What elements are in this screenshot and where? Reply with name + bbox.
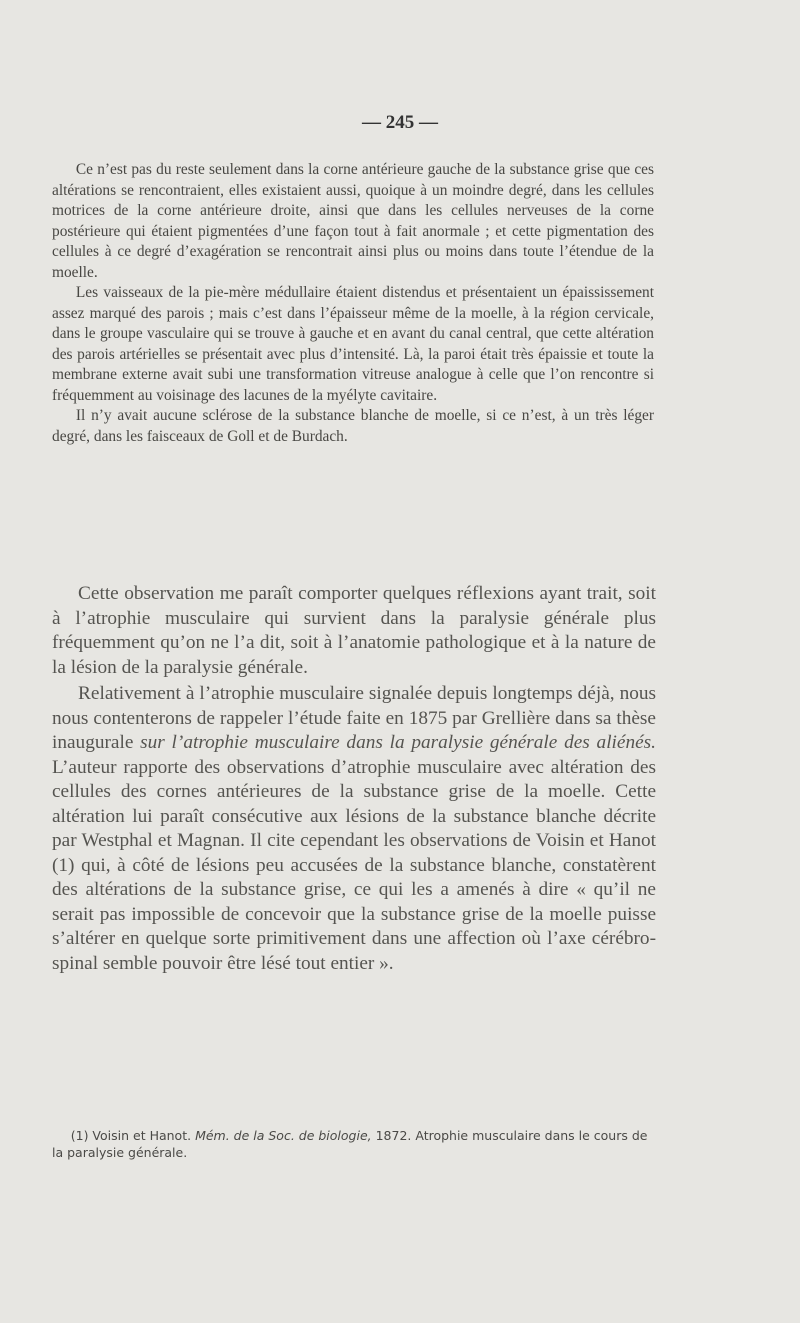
- paragraph: Il n’y avait aucune sclérose de la substance blanche de moelle, si ce n’est, à un très léger degré, dans les faisceaux de Goll et de Burdach.: [52, 407, 654, 445]
- footnote-ref: (1) Voisin et Hanot.: [70, 1128, 196, 1143]
- commentary-text: [52, 582, 656, 976]
- page-number: — 245 —: [362, 112, 438, 133]
- observation-text: [52, 160, 654, 447]
- footnote-text: 1872. Atrophie musculaire dans le cours de la paralysie générale.: [52, 1128, 648, 1160]
- text-run: Relativement à l’atrophie musculaire signalée depuis longtemps déjà, nous nous contenterons de rappeler l’étude faite en 1875 par Grellière dans sa thèse inaugurale: [52, 683, 656, 753]
- footnote-journal: Mém. de la Soc. de biologie,: [195, 1128, 372, 1143]
- text-run: L’auteur rapporte des observations d’atrophie musculaire avec altération des cellules des cornes antérieures de la substance grise de la moelle. Cette altération lui paraît consécutive aux lésions de la substance blanche décrite par Westphal et Magnan. Il cite cependant les observations de Voisin et Hanot (1) qui, à côté de lésions peu accusées de la substance blanche, constatèrent des altérations de la substance grise, ce qui les a amenés à dire « qu’il ne serait pas impossible de concevoir que la substance grise de la moelle puisse s’altérer en quelque sorte primitivement dans une affection où l’axe cérébro-spinal semble pouvoir être lésé tout entier ».: [52, 756, 656, 974]
- thesis-title: sur l’atrophie musculaire dans la paralysie générale des aliénés.: [140, 732, 656, 753]
- paragraph: Les vaisseaux de la pie-mère médullaire étaient distendus et présentaient un épaississement assez marqué des parois ; mais c’est dans l’épaisseur même de la moelle, à la région cervicale, dans le groupe vasculaire qui se trouve à gauche et en avant du canal central, que cette altération des parois artérielles se présentait avec plus d’intensité. Là, la paroi était très épaissie et toute la membrane externe avait subi une transformation vitreuse analogue à celle que l’on rencontre si fréquemment au voisinage des lacunes de la myélyte cavitaire.: [52, 284, 654, 404]
- paragraph: Ce n’est pas du reste seulement dans la corne antérieure gauche de la substance grise que ces altérations se rencontraient, elles existaient aussi, quoique à un moindre degré, dans les cellules motrices de la corne antérieure droite, ainsi que dans les cellules nerveuses de la corne postérieure qui étaient pigmentées d’une façon tout à fait anormale ; et cette pigmentation des cellules à ce degré d’exagération se rencontrait ainsi plus ou moins dans toute l’étendue de la moelle.: [52, 161, 654, 281]
- footnote: [52, 1127, 654, 1161]
- paragraph: [52, 682, 656, 976]
- paragraph: Cette observation me paraît comporter quelques réflexions ayant trait, soit à l’atrophie musculaire qui survient dans la paralysie générale plus fréquemment qu’on ne l’a dit, soit à l’anatomie pathologique et à la nature de la lésion de la paralysie générale.: [52, 583, 656, 678]
